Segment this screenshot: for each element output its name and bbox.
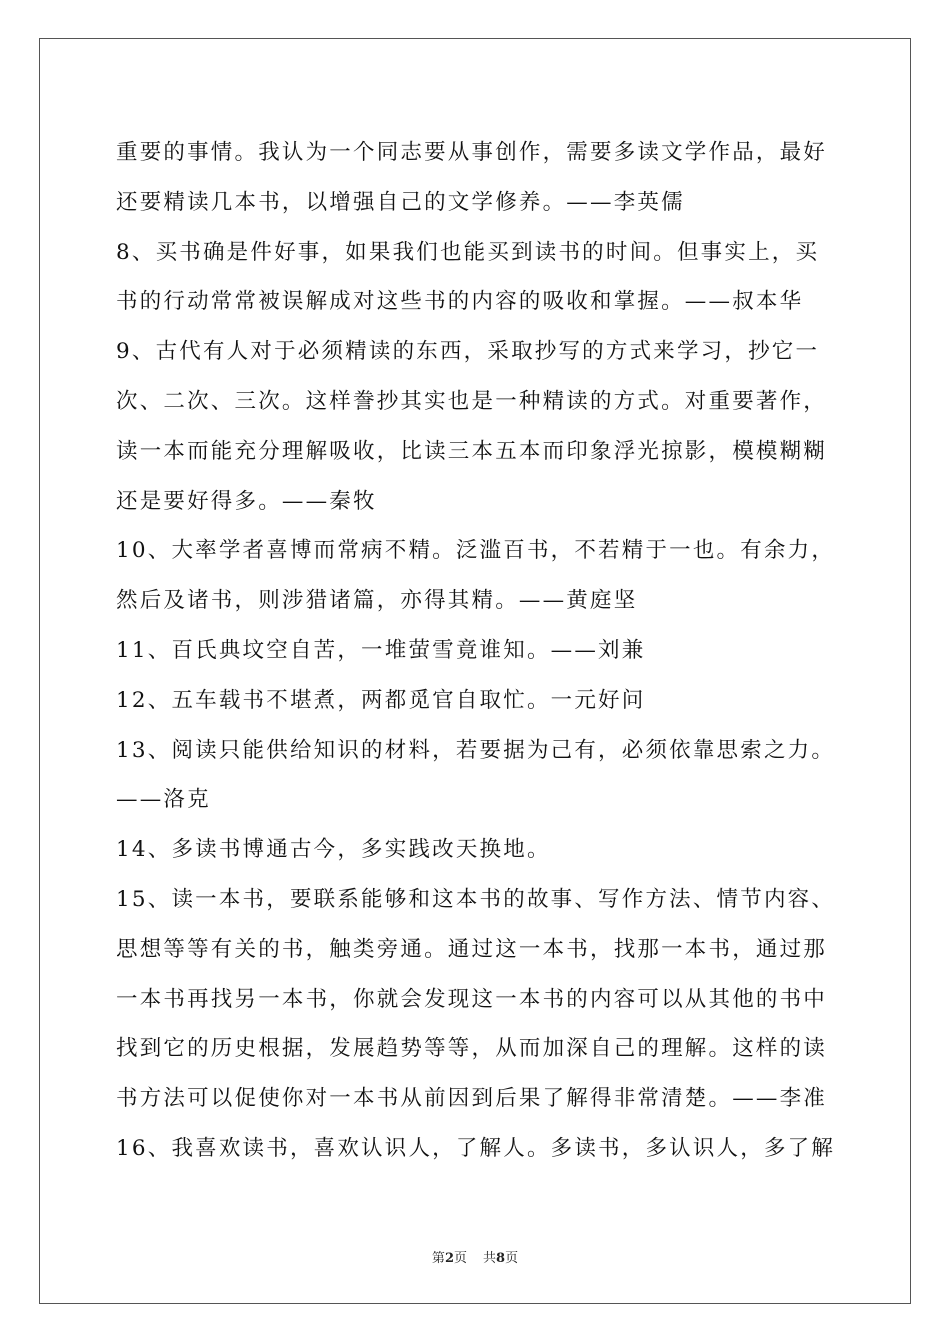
text-line: 书的行动常常被误解成对这些书的内容的吸收和掌握。——叔本华 [116,289,804,315]
text-line: 12、五车载书不堪煮，两都觅官自取忙。一元好问 [116,687,646,713]
text-line: 11、百氏典坟空自苦，一堆萤雪竟谁知。——刘兼 [116,637,646,663]
text-line: 然后及诸书，则涉猎诸篇，亦得其精。——黄庭坚 [116,588,638,614]
text-line: 找到它的历史根据，发展趋势等等，从而加深自己的理解。这样的读 [116,1036,828,1062]
text-line: ——洛克 [116,787,211,813]
page-footer [0,1247,950,1266]
text-line: 重要的事情。我认为一个同志要从事创作，需要多读文学作品，最好 [116,140,828,165]
total-label-prefix: 共 [483,1251,497,1266]
text-line: 9、古代有人对于必须精读的东西，采取抄写的方式来学习，抄它一 [116,339,820,365]
total-label-suffix: 页 [505,1251,519,1266]
text-line: 15、读一本书，要联系能够和这本书的故事、写作方法、情节内容、 [116,886,836,912]
total-pages: 8 [496,1251,506,1266]
text-line: 思想等等有关的书，触类旁通。通过这一本书，找那一本书，通过那 [116,936,828,962]
text-line: 一本书再找另一本书，你就会发现这一本书的内容可以从其他的书中 [116,986,828,1012]
text-line: 16、我喜欢读书，喜欢认识人，了解人。多读书，多认识人，多了解 [116,1135,836,1161]
text-line: 13、阅读只能供给知识的材料，若要据为己有，必须依靠思索之力。 [116,737,836,763]
text-line: 14、多读书博通古今，多实践改天换地。 [116,837,551,863]
text-line: 还要精读几本书，以增强自己的文学修养。——李英儒 [116,189,685,215]
text-line: 读一本而能充分理解吸收，比读三本五本而印象浮光掠影，模模糊糊 [116,438,828,464]
document-body [116,128,836,1174]
text-line: 10、大率学者喜博而常病不精。泛滥百书，不若精于一也。有余力， [116,538,836,564]
page-label-prefix: 第 [431,1251,445,1266]
text-line: 8、买书确是件好事，如果我们也能买到读书的时间。但事实上，买 [116,239,820,265]
page-number: 2 [444,1251,454,1266]
page-label-suffix: 页 [453,1251,467,1266]
text-line: 还是要好得多。——秦牧 [116,488,377,514]
text-line: 书方法可以促使你对一本书从前因到后果了解得非常清楚。——李准 [116,1086,828,1112]
text-line: 次、二次、三次。这样誊抄其实也是一种精读的方式。对重要著作， [116,388,828,414]
